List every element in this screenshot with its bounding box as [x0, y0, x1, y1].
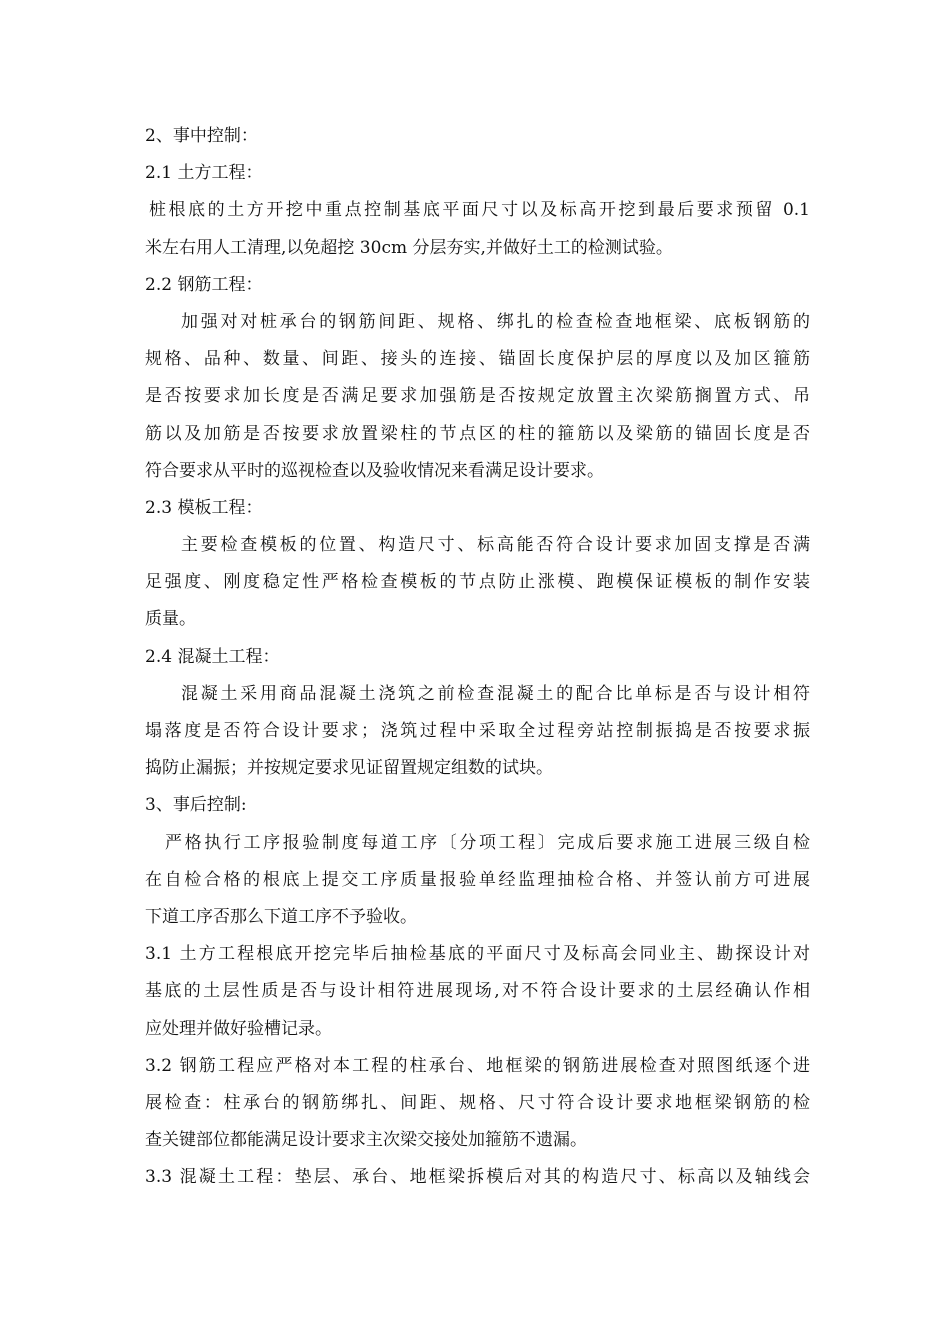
text-line: 足强度、刚度稳定性严格检查模板的节点防止涨模、跑模保证模板的制作安装 — [145, 572, 810, 593]
text-line: 查关键部位都能满足设计要求主次梁交接处加箍筋不遗漏。 — [145, 1130, 587, 1151]
section-heading: 3、事后控制: — [145, 795, 247, 816]
text-line: 筋以及加筋是否按要求放置梁柱的节点区的柱的箍筋以及梁筋的锚固长度是否 — [145, 423, 810, 444]
text-line: 规格、品种、数量、间距、接头的连接、锚固长度保护层的厚度以及加区箍筋 — [145, 349, 810, 370]
text-line: 捣防止漏振；并按规定要求见证留置规定组数的试块。 — [145, 758, 553, 779]
section-heading: 2.1 土方工程： — [145, 163, 263, 184]
text-line: 3.1 土方工程根底开挖完毕后抽检基底的平面尺寸及标高会同业主、勘探设计对 — [145, 944, 810, 965]
document-body — [145, 118, 810, 1196]
text-line: 3.3 混凝土工程：垫层、承台、地框梁拆模后对其的构造尺寸、标高以及轴线会 — [145, 1167, 810, 1188]
text-line: 质量。 — [145, 609, 196, 630]
text-line: 基底的土层性质是否与设计相符进展现场,对不符合设计要求的土层经确认作相 — [145, 981, 810, 1002]
text-line: 展检查：柱承台的钢筋绑扎、间距、规格、尺寸符合设计要求地框梁钢筋的检 — [145, 1092, 810, 1113]
section-heading: 2.2 钢筋工程： — [145, 274, 263, 295]
text-line: 主要检查模板的位置、构造尺寸、标高能否符合设计要求加固支撑是否满 — [181, 535, 810, 556]
text-line: 混凝土采用商品混凝土浇筑之前检查混凝土的配合比单标是否与设计相符 — [181, 683, 810, 704]
text-line: 符合要求从平时的巡视检查以及验收情况来看满足设计要求。 — [145, 460, 604, 481]
text-line: 米左右用人工清理,以免超挖 30cm 分层夯实,并做好土工的检测试验。 — [145, 237, 673, 258]
section-heading: 2.3 模板工程： — [145, 497, 263, 518]
text-line: 严格执行工序报验制度每道工序〔分项工程〕完成后要求施工进展三级自检 — [165, 832, 810, 853]
text-line: 在自检合格的根底上提交工序质量报验单经监理抽检合格、并签认前方可进展 — [145, 869, 810, 890]
text-line: 是否按要求加长度是否满足要求加强筋是否按规定放置主次梁筋搁置方式、吊 — [145, 386, 810, 407]
text-line: 下道工序否那么下道工序不予验收。 — [145, 906, 417, 927]
text-line: 应处理并做好验槽记录。 — [145, 1018, 332, 1039]
text-line: 塌落度是否符合设计要求；浇筑过程中采取全过程旁站控制振捣是否按要求振 — [145, 721, 810, 741]
text-line: 2、事中控制： — [145, 126, 258, 146]
text-line: 加强对对桩承台的钢筋间距、规格、绑扎的检查检查地框梁、底板钢筋的 — [181, 311, 810, 332]
text-line: 桩根底的土方开挖中重点控制基底平面尺寸以及标高开挖到最后要求预留 0.1 — [149, 200, 810, 221]
section-heading: 2.4 混凝土工程： — [145, 646, 280, 667]
text-line: 3.2 钢筋工程应严格对本工程的柱承台、地框梁的钢筋进展检查对照图纸逐个进 — [145, 1055, 810, 1076]
